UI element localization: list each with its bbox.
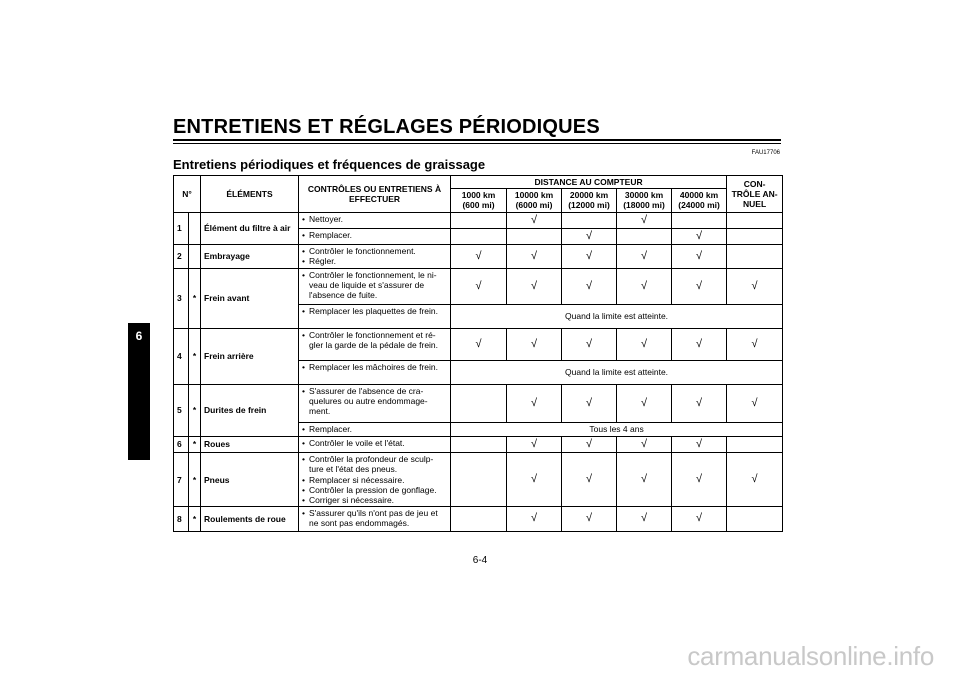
title-rule [173, 139, 781, 141]
empty-cell [727, 228, 783, 244]
action-text: S'assurer de l'absence de cra-quelures ou autre endommage-ment. [309, 385, 428, 417]
action-text: Régler. [309, 256, 336, 267]
dealer-service-marker [189, 244, 201, 268]
action-list [302, 306, 447, 316]
check-mark: √ [507, 453, 562, 507]
check-mark: √ [507, 268, 562, 304]
check-mark: √ [507, 384, 562, 422]
action-text: Remplacer si nécessaire. [309, 474, 405, 485]
header-interval: 40000 km (24000 mi) [672, 189, 727, 212]
table-row [174, 244, 783, 268]
header-interval: 10000 km (6000 mi) [507, 189, 562, 212]
action-cell [299, 228, 451, 244]
check-mark: √ [617, 507, 672, 532]
check-mark: √ [672, 268, 727, 304]
item-name: Roues [201, 436, 299, 452]
empty-cell [617, 228, 672, 244]
action-text: Remplacer les mâchoires de frein. [309, 361, 438, 372]
watermark: carmanualsonline.info [687, 641, 934, 671]
check-mark: √ [727, 384, 783, 422]
header-controls: CONTRÔLES OU ENTRETIENS À EFFECTUER [299, 176, 451, 213]
action-item [302, 270, 447, 301]
dealer-service-marker: * [189, 384, 201, 436]
item-number: 6 [174, 436, 189, 452]
check-mark: √ [727, 328, 783, 360]
interval-note: Tous les 4 ans [451, 422, 783, 436]
title-rule-thin [173, 143, 781, 144]
item-name: Durites de frein [201, 384, 299, 436]
dealer-service-marker: * [189, 453, 201, 507]
item-name: Embrayage [201, 244, 299, 268]
action-cell [299, 436, 451, 452]
page-title: ENTRETIENS ET RÉGLAGES PÉRIODIQUES [173, 116, 600, 138]
check-mark: √ [727, 453, 783, 507]
action-cell [299, 384, 451, 422]
action-cell [299, 507, 451, 532]
action-list [302, 246, 447, 266]
document-code: FAU17706 [751, 150, 780, 156]
item-number: 1 [174, 212, 189, 244]
action-item [302, 495, 447, 505]
action-list [302, 230, 447, 240]
check-mark: √ [617, 212, 672, 228]
check-mark: √ [562, 328, 617, 360]
empty-cell [672, 212, 727, 228]
check-mark: √ [562, 228, 617, 244]
action-text: Nettoyer. [309, 213, 344, 224]
action-list [302, 508, 447, 528]
check-mark: √ [507, 507, 562, 532]
action-item [302, 475, 447, 485]
header-elements: ÉLÉMENTS [201, 176, 299, 213]
action-text: Contrôler le fonctionnement et ré-gler la garde de la pédale de frein. [309, 329, 439, 351]
action-text: Remplacer les plaquettes de frein. [309, 305, 439, 316]
check-mark: √ [672, 228, 727, 244]
action-text: S'assurer qu'ils n'ont pas de jeu et ne sont pas endommagés. [309, 508, 438, 529]
check-mark: √ [562, 244, 617, 268]
check-mark: √ [507, 328, 562, 360]
item-number: 2 [174, 244, 189, 268]
check-mark: √ [507, 244, 562, 268]
action-cell [299, 268, 451, 304]
action-text: Corriger si nécessaire. [309, 494, 395, 505]
table-row [174, 328, 783, 360]
item-name: Élément du filtre à air [201, 212, 299, 244]
action-cell [299, 328, 451, 360]
empty-cell [451, 228, 507, 244]
item-number: 5 [174, 384, 189, 436]
action-item [302, 454, 447, 474]
action-item [302, 438, 447, 448]
check-mark: √ [451, 244, 507, 268]
action-cell [299, 212, 451, 228]
check-mark: √ [562, 436, 617, 452]
empty-cell [727, 507, 783, 532]
check-mark: √ [672, 244, 727, 268]
empty-cell [727, 436, 783, 452]
action-item [302, 330, 447, 350]
check-mark: √ [672, 453, 727, 507]
action-text: Contrôler le fonctionnement, le ni-veau de liquide et s'assurer de l'absence de fuite. [309, 269, 437, 301]
action-item [302, 246, 447, 256]
header-interval: 20000 km (12000 mi) [562, 189, 617, 212]
dealer-service-marker: * [189, 507, 201, 532]
check-mark: √ [507, 436, 562, 452]
action-list [302, 386, 447, 417]
action-cell [299, 304, 451, 328]
action-list [302, 438, 447, 448]
table-row [174, 212, 783, 228]
check-mark: √ [617, 436, 672, 452]
maintenance-table-body [174, 212, 783, 532]
check-mark: √ [617, 244, 672, 268]
chapter-tab-label: 6 [135, 329, 143, 343]
action-item [302, 306, 447, 316]
item-number: 3 [174, 268, 189, 328]
action-cell [299, 244, 451, 268]
check-mark: √ [562, 507, 617, 532]
empty-cell [451, 453, 507, 507]
empty-cell [451, 212, 507, 228]
section-title: Entretiens périodiques et fréquences de graissage [173, 157, 486, 172]
action-item [302, 485, 447, 495]
action-item [302, 386, 447, 417]
table-row [174, 507, 783, 532]
check-mark: √ [451, 328, 507, 360]
table-row [174, 268, 783, 304]
action-item [302, 424, 447, 434]
action-list [302, 214, 447, 224]
empty-cell [451, 436, 507, 452]
empty-cell [451, 507, 507, 532]
table-row [174, 453, 783, 507]
check-mark: √ [672, 328, 727, 360]
action-list [302, 362, 447, 372]
empty-cell [562, 212, 617, 228]
check-mark: √ [562, 453, 617, 507]
header-distance: DISTANCE AU COMPTEUR [451, 176, 727, 189]
item-name: Frein avant [201, 268, 299, 328]
empty-cell [727, 212, 783, 228]
check-mark: √ [672, 384, 727, 422]
check-mark: √ [617, 384, 672, 422]
check-mark: √ [451, 268, 507, 304]
header-interval: 30000 km (18000 mi) [617, 189, 672, 212]
action-text: Contrôler la profondeur de sculp-ture et l'état des pneus. [309, 454, 434, 475]
action-list [302, 424, 447, 434]
empty-cell [451, 384, 507, 422]
maintenance-table [173, 175, 783, 532]
table-row [174, 384, 783, 422]
item-name: Pneus [201, 453, 299, 507]
item-name: Frein arrière [201, 328, 299, 384]
action-item [302, 256, 447, 266]
check-mark: √ [617, 268, 672, 304]
action-text: Remplacer. [309, 423, 353, 434]
check-mark: √ [672, 436, 727, 452]
item-name: Roulements de roue [201, 507, 299, 532]
action-item [302, 362, 447, 372]
check-mark: √ [727, 268, 783, 304]
action-list [302, 270, 447, 301]
check-mark: √ [507, 212, 562, 228]
action-text: Contrôler le fonctionnement. [309, 245, 416, 256]
check-mark: √ [617, 453, 672, 507]
item-number: 7 [174, 453, 189, 507]
item-number: 8 [174, 507, 189, 532]
action-text: Contrôler la pression de gonflage. [309, 484, 437, 495]
header-interval: 1000 km (600 mi) [451, 189, 507, 212]
interval-note: Quand la limite est atteinte. [451, 360, 783, 384]
empty-cell [727, 244, 783, 268]
action-text: Remplacer. [309, 229, 353, 240]
dealer-service-marker [189, 212, 201, 244]
action-item [302, 508, 447, 528]
action-text: Contrôler le voile et l'état. [309, 437, 405, 448]
dealer-service-marker: * [189, 436, 201, 452]
chapter-tab [128, 323, 150, 460]
check-mark: √ [562, 384, 617, 422]
action-cell [299, 422, 451, 436]
header-annual: CON-TRÔLE AN-NUEL [727, 176, 783, 213]
check-mark: √ [562, 268, 617, 304]
check-mark: √ [672, 507, 727, 532]
action-item [302, 230, 447, 240]
table-row [174, 436, 783, 452]
item-number: 4 [174, 328, 189, 384]
action-cell [299, 360, 451, 384]
check-mark: √ [617, 328, 672, 360]
interval-note: Quand la limite est atteinte. [451, 304, 783, 328]
header-num: N° [174, 176, 201, 213]
dealer-service-marker: * [189, 268, 201, 328]
action-cell [299, 453, 451, 507]
action-list [302, 454, 447, 505]
empty-cell [507, 228, 562, 244]
dealer-service-marker: * [189, 328, 201, 384]
action-item [302, 214, 447, 224]
action-list [302, 330, 447, 350]
page-number: 6-4 [472, 555, 488, 566]
